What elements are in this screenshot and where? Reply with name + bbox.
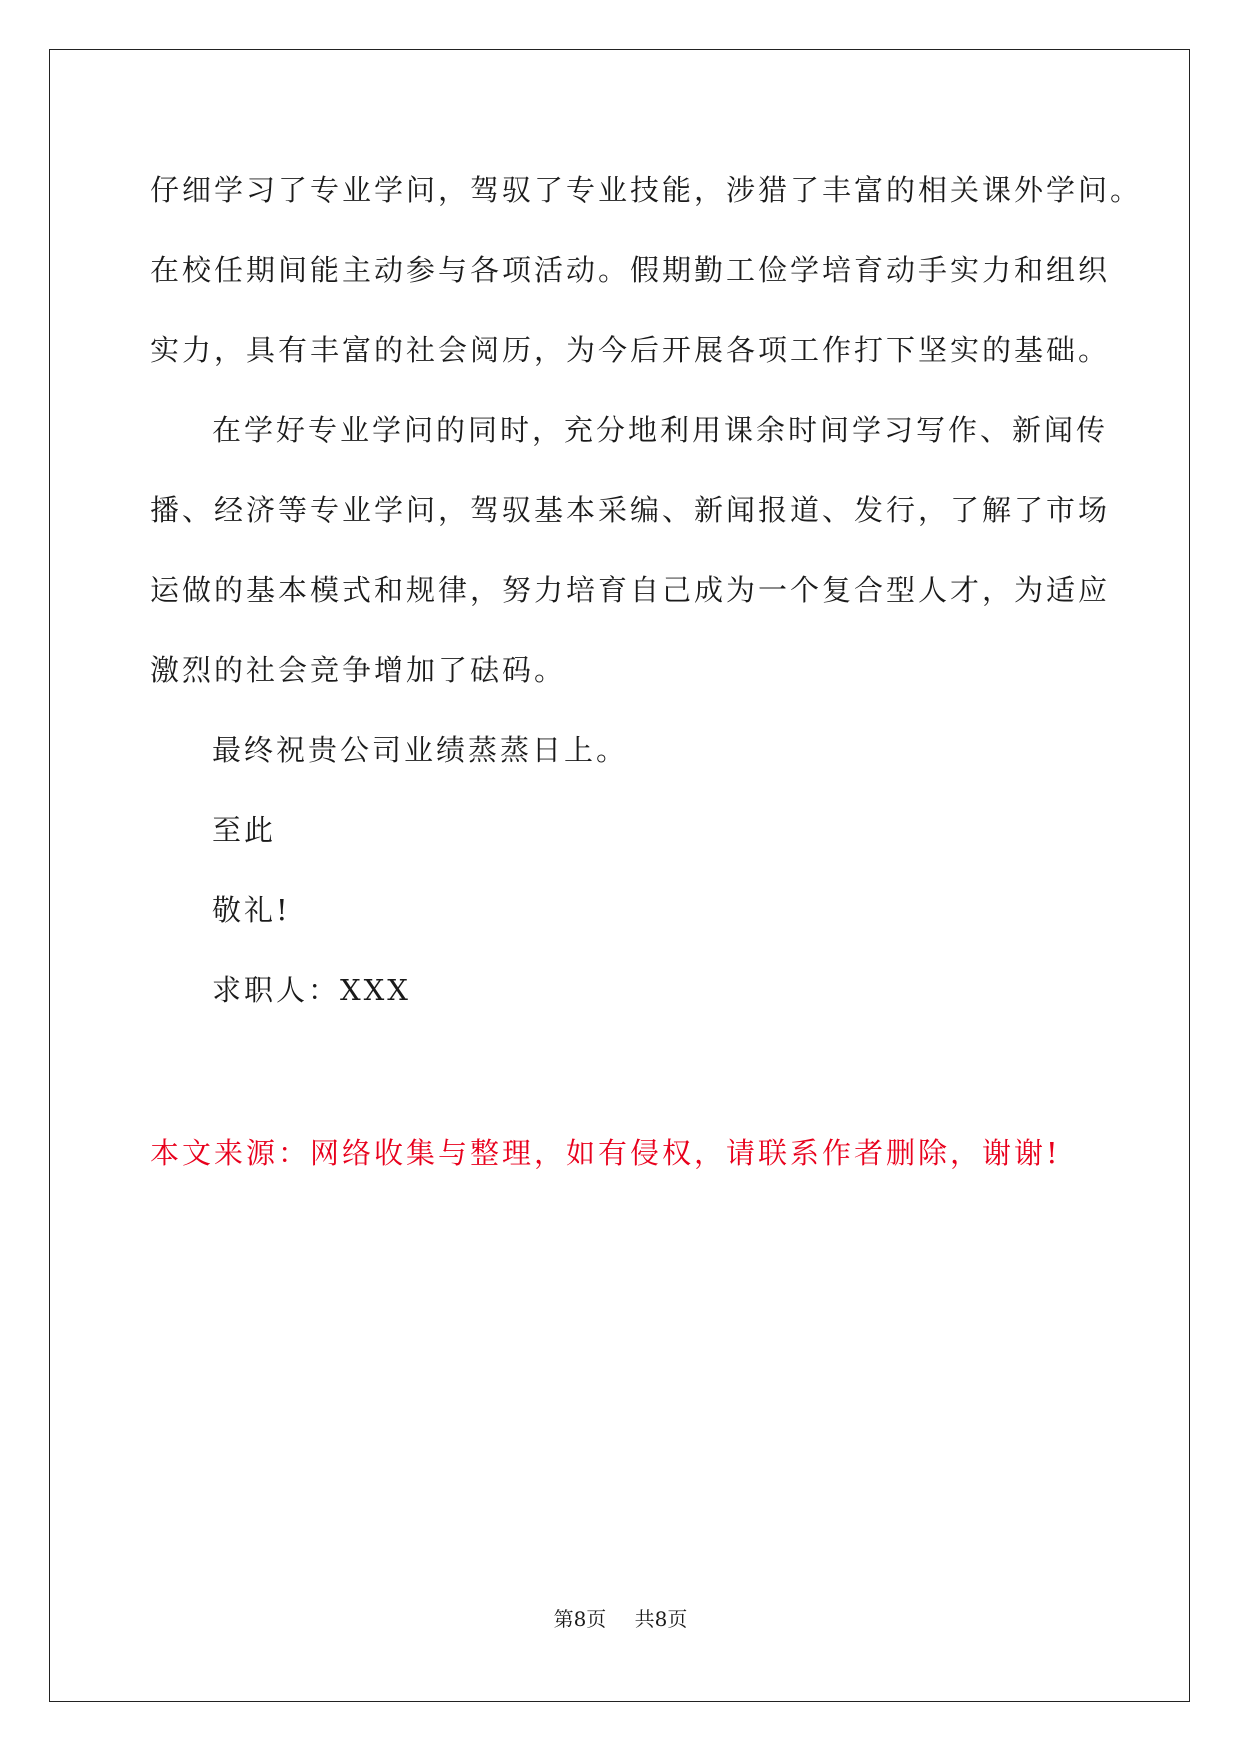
closing-wish: 最终祝贵公司业绩蒸蒸日上。 — [212, 733, 629, 767]
salutation: 敬礼! — [212, 893, 291, 927]
page-number: 第8页 — [553, 1607, 607, 1631]
body-line: 在学好专业学问的同时，充分地利用课余时间学习写作、新闻传 — [212, 413, 1109, 447]
page-count: 共8页 — [634, 1607, 688, 1631]
page-footer — [0, 1603, 1241, 1632]
body-line: 运做的基本模式和规律，努力培育自己成为一个复合型人才，为适应 — [150, 573, 1111, 607]
body-line: 播、经济等专业学问，驾驭基本采编、新闻报道、发行，了解了市场 — [150, 493, 1111, 527]
body-line: 实力，具有丰富的社会阅历，为今后开展各项工作打下坚实的基础。 — [150, 333, 1111, 367]
body-line: 激烈的社会竞争增加了砝码。 — [150, 653, 567, 687]
body-line: 在校任期间能主动参与各项活动。假期勤工俭学培育动手实力和组织 — [150, 253, 1111, 287]
source-disclaimer: 本文来源：网络收集与整理，如有侵权，请联系作者删除，谢谢! — [150, 1136, 1061, 1170]
signature-line: 求职人：XXX — [212, 973, 411, 1007]
closing-phrase: 至此 — [212, 813, 277, 847]
body-line: 仔细学习了专业学问，驾驭了专业技能，涉猎了丰富的相关课外学问。 — [150, 173, 1143, 207]
letter-body — [150, 150, 1143, 1030]
